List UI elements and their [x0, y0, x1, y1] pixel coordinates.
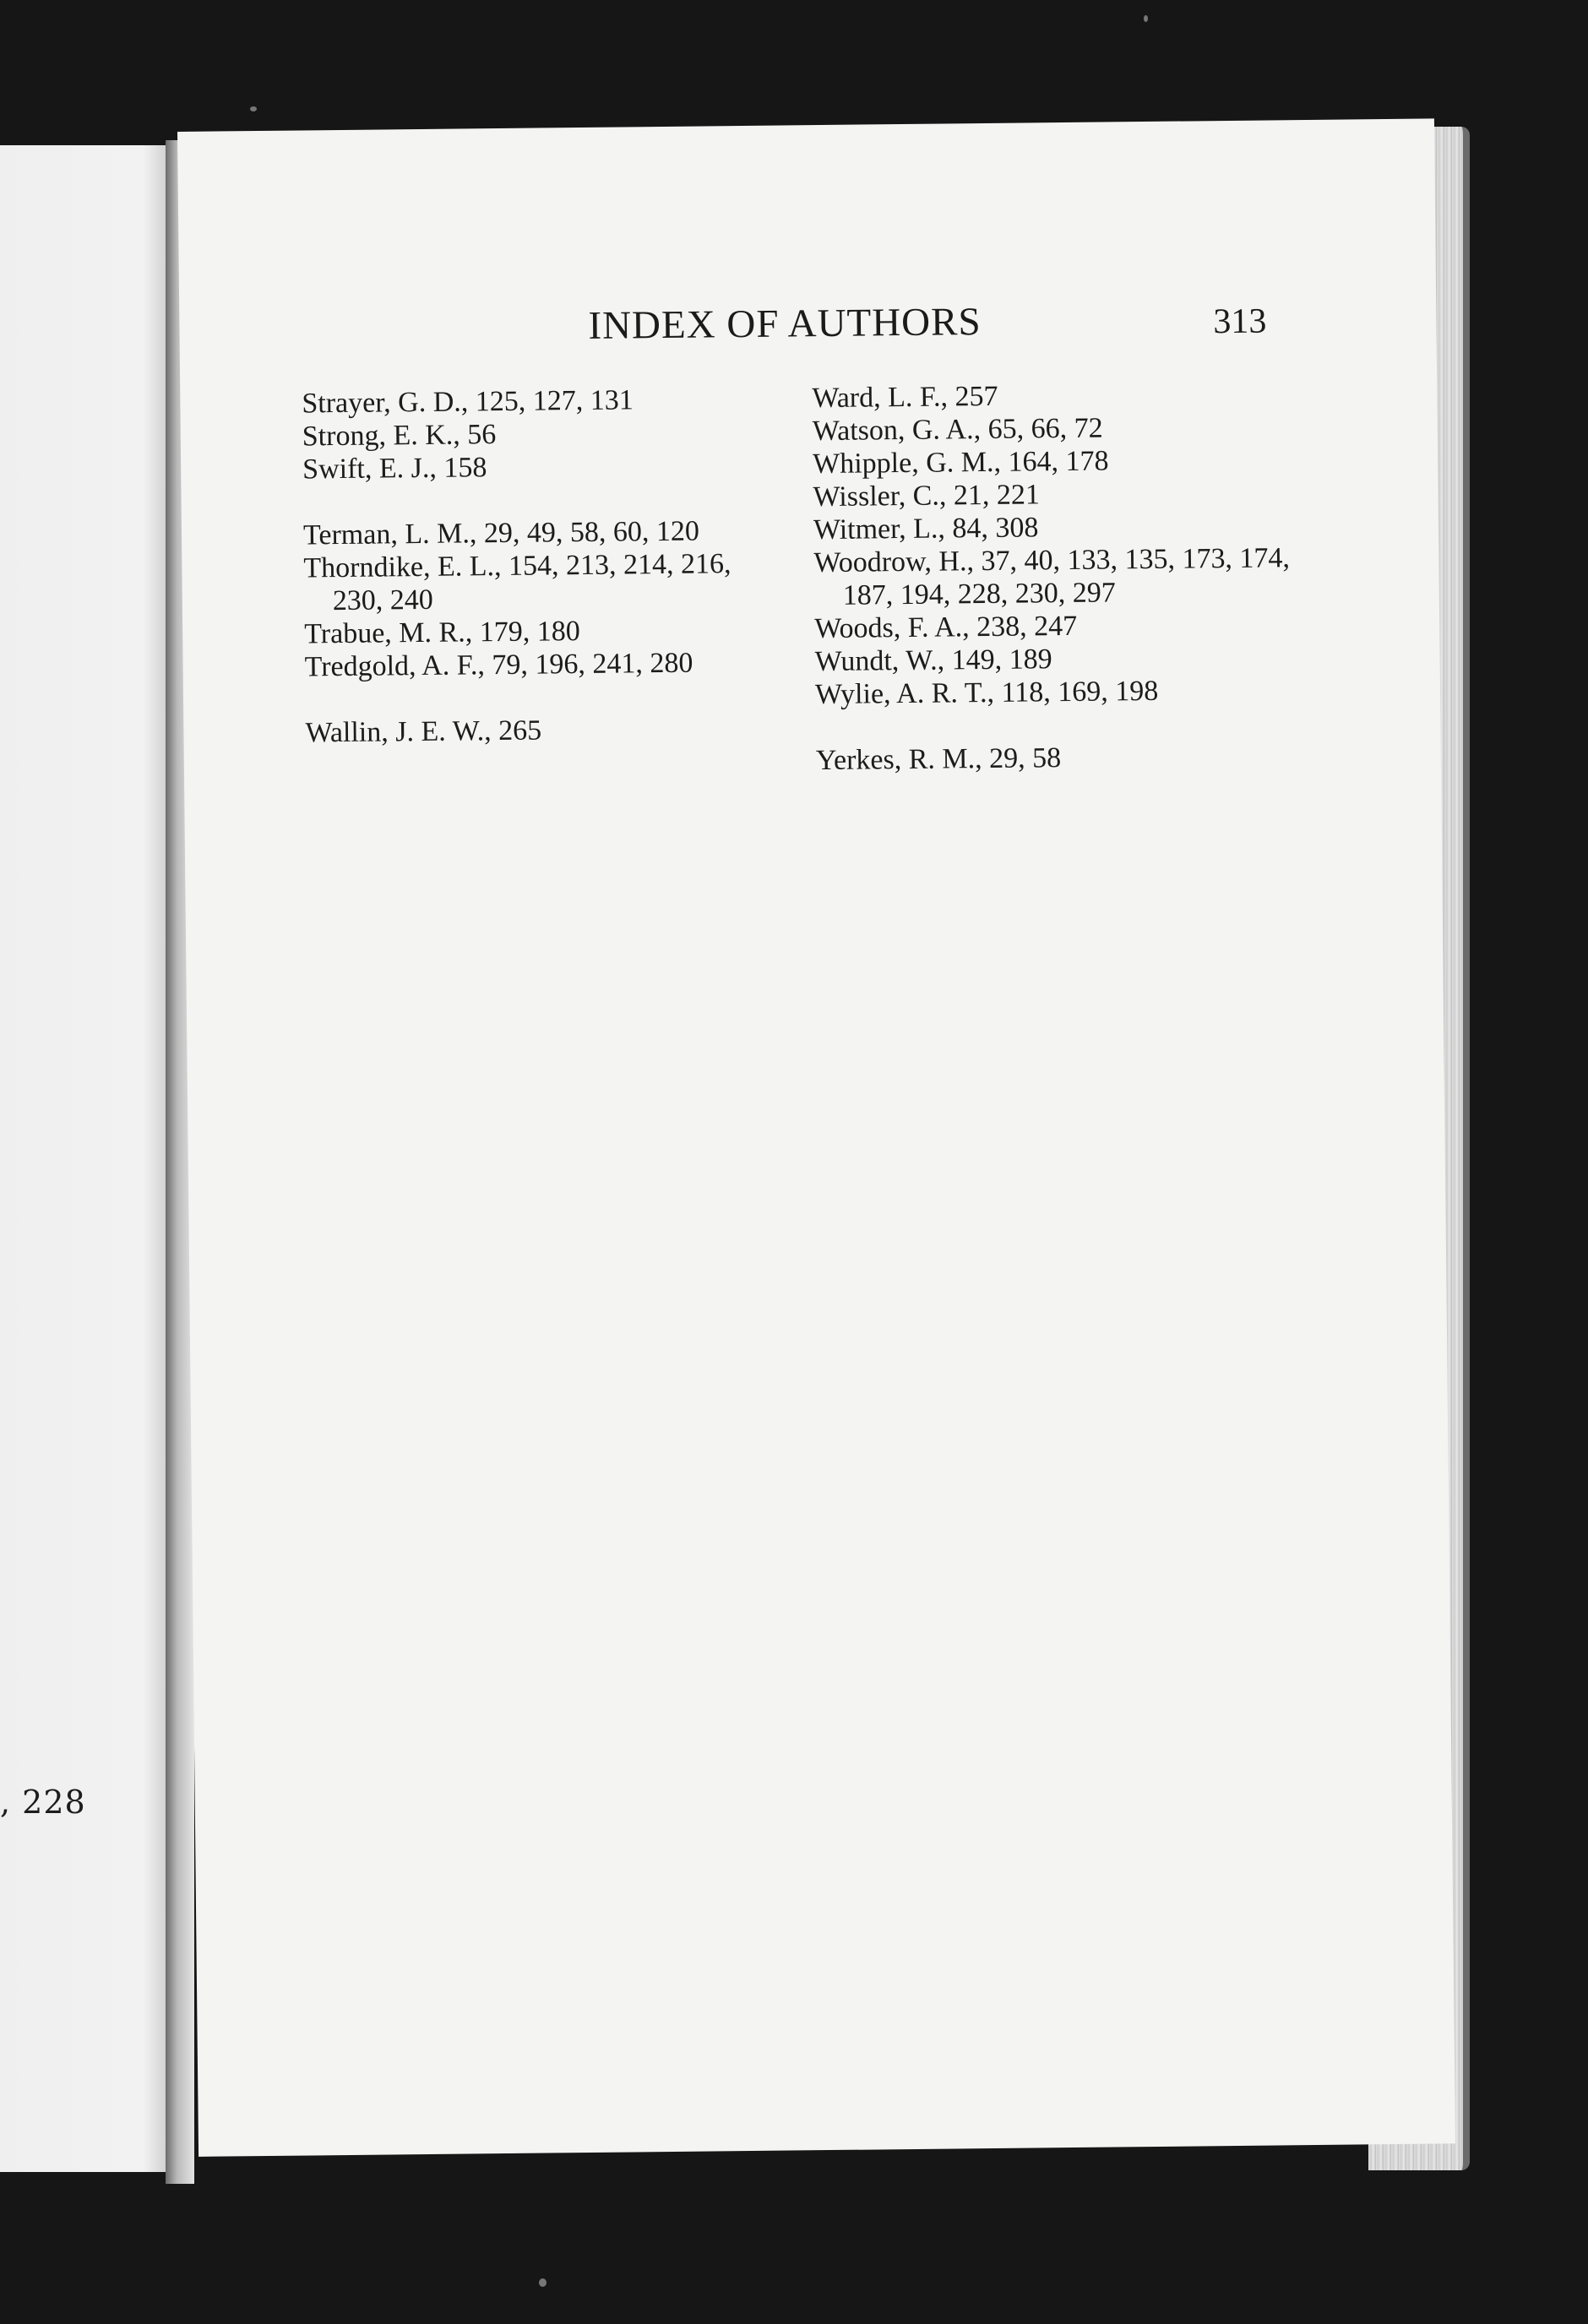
index-column-right — [812, 377, 1323, 777]
index-entry: Strong, E. K., 56 — [302, 419, 497, 453]
scan-speck — [539, 2278, 547, 2287]
index-entry: Woods, F. A., 238, 247 — [814, 610, 1078, 645]
index-entry: Yerkes, R. M., 29, 58 — [815, 742, 1062, 777]
index-entry: Trabue, M. R., 179, 180 — [304, 616, 580, 650]
page-number: 313 — [1213, 301, 1267, 342]
index-entry: Witmer, L., 84, 308 — [813, 512, 1039, 546]
index-entry: Ward, L. F., 257 — [812, 380, 998, 415]
index-entry: Wissler, C., 21, 221 — [813, 479, 1041, 513]
letter-group-gap — [302, 481, 775, 519]
index-entry: Wylie, A. R. T., 118, 169, 198 — [814, 675, 1159, 711]
index-entry: Swift, E. J., 158 — [302, 452, 487, 486]
index-entry: Terman, L. M., 29, 49, 58, 60, 120 — [302, 515, 700, 551]
index-entry: Whipple, G. M., 164, 178 — [812, 445, 1109, 481]
index-entry: Thorndike, E. L., 154, 213, 214, 216, 230, 240 — [303, 548, 739, 617]
index-entry: Wundt, W., 149, 189 — [814, 643, 1052, 678]
scan-speck — [250, 106, 257, 111]
running-head: INDEX OF AUTHORS — [588, 300, 982, 348]
index-column-left — [302, 383, 778, 750]
letter-group-gap — [305, 679, 778, 717]
letter-group-gap — [815, 706, 1322, 744]
index-page — [177, 118, 1455, 2156]
left-page-text-fragment: , 228 — [0, 1784, 86, 1821]
index-entry: Tredgold, A. F., 79, 196, 241, 280 — [304, 647, 693, 683]
left-facing-page — [0, 145, 179, 2172]
index-entry: Strayer, G. D., 125, 127, 131 — [302, 384, 634, 420]
index-entry: Watson, G. A., 65, 66, 72 — [812, 412, 1103, 448]
scan-speck — [1144, 15, 1148, 22]
index-entry: Wallin, J. E. W., 265 — [305, 714, 542, 749]
index-entry: Woodrow, H., 37, 40, 133, 135, 173, 174, 187, 194, 228, 230, 297 — [813, 542, 1297, 611]
